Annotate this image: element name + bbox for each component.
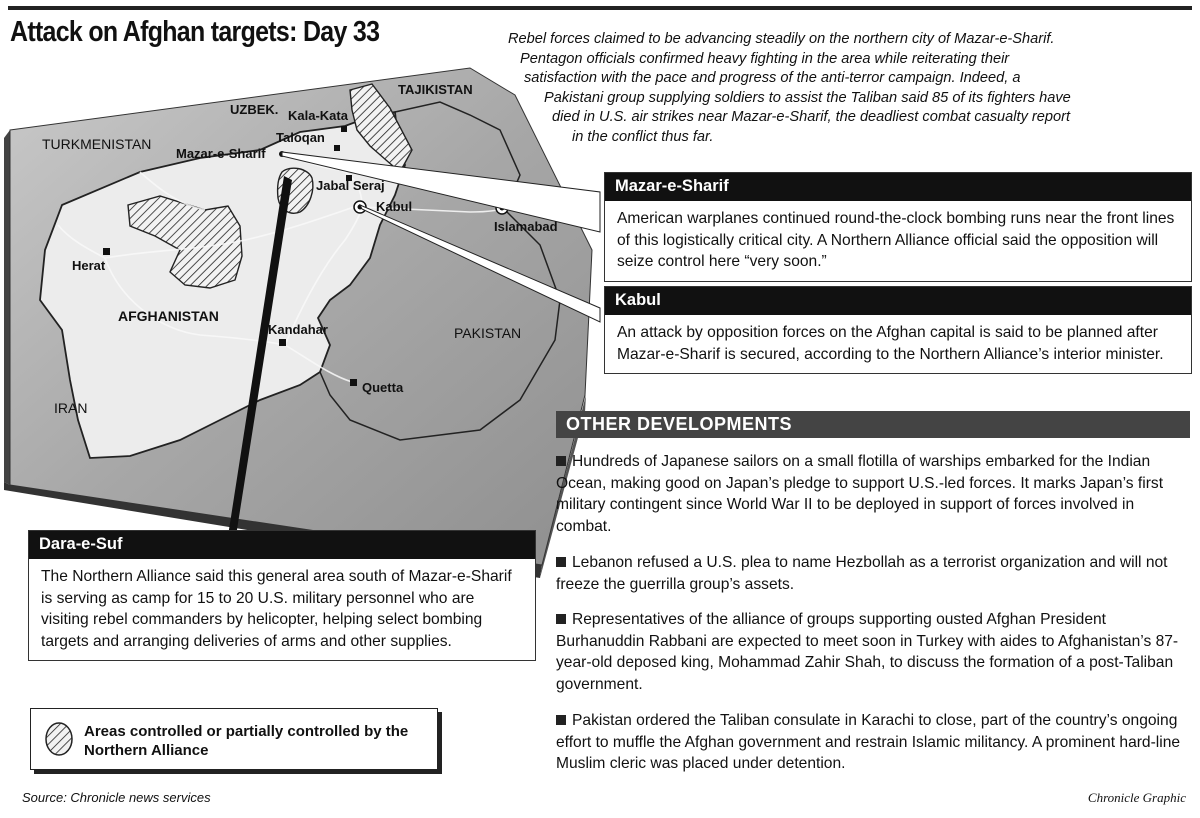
graphic-credit: Chronicle Graphic [1087,790,1186,805]
herat-marker [103,248,110,255]
page-title: Attack on Afghan targets: Day 33 [10,16,380,48]
label-kala-kata: Kala-Kata [288,108,348,123]
intro-line: satisfaction with the pace and progress of the anti-terror campaign. Indeed, a [524,70,1021,87]
other-developments-heading: OTHER DEVELOPMENTS [556,411,1190,438]
callout-dara-e-suf [28,530,536,661]
label-herat: Herat [72,258,106,273]
news-item-text: Hundreds of Japanese sailors on a small flotilla of warships embarked for the Indian Ocean, making good on Japan’s pledge to support U.S.-led forces. It marks Japan’s first military contingent since World War II to be deployed in support of forces involved in combat. [556,453,1164,535]
label-kandahar: Kandahar [268,322,328,337]
intro-line: Pentagon officials confirmed heavy fighting in the area while reiterating their [520,50,1010,67]
intro-line: in the conflict thus far. [572,128,714,145]
callout-kabul [604,286,1192,374]
label-pakistan: PAKISTAN [454,325,522,341]
label-quetta: Quetta [362,380,404,395]
callout-heading: Dara-e-Suf [29,531,535,559]
callout-body: The Northern Alliance said this general area south of Mazar-e-Sharif is serving as camp for 15 to 20 U.S. military personnel who are visiting rebel commanders by helicopter, helping select bombing targets and arranging deliveries of arms and other supplies. [41,568,512,650]
intro-line: Pakistani group supplying soldiers to assist the Taliban said 85 of its fighters have [544,89,1071,106]
kandahar-marker [279,339,286,346]
intro-line: Rebel forces claimed to be advancing steadily on the northern city of Mazar-e-Sharif. [508,31,1055,47]
label-afghanistan: AFGHANISTAN [118,308,219,324]
callout-heading: Kabul [605,287,1191,315]
label-taloqan: Taloqan [276,130,325,145]
news-item-text: Representatives of the alliance of groups supporting ousted Afghan President Burhanuddin Rabbani are expected to meet soon in Turkey with aides to Afghanistan’s 87-year-old deposed king, Mohammad Zahir Shah, to discuss the formation of a post-Taliban government. [556,611,1179,693]
kala-kata-marker [341,126,347,132]
map-block-side-left [4,130,10,485]
bullet-square [556,715,566,725]
callout-body: American warplanes continued round-the-clock bombing runs near the front lines of this logistically critical city. A Northern Alliance official said the opposition will seize control here “very soon.” [617,210,1175,270]
bullet-square [556,456,566,466]
news-item [556,710,1188,775]
map-legend [30,708,438,770]
label-jabal-seraj: Jabal Seraj [316,178,385,193]
callout-mazar-e-sharif [604,172,1192,282]
quetta-marker [350,379,357,386]
legend-label: Areas controlled or partially controlled by the Northern Alliance [84,723,409,759]
label-uzbekistan: UZBEK. [230,102,279,117]
label-mazar-e-sharif: Mazar-e-Sharif [176,146,266,161]
callout-body: An attack by opposition forces on the Afghan capital is said to be planned after Mazar-e-Sharif is secured, according to the Northern Alliance’s interior minister. [617,324,1164,363]
intro-text [500,30,1190,148]
bullet-square [556,557,566,567]
callout-heading: Mazar-e-Sharif [605,173,1191,201]
label-kabul: Kabul [376,199,413,214]
news-item [556,609,1188,695]
intro-line: died in U.S. air strikes near Mazar-e-Sharif, the deadliest combat casualty report [552,109,1071,126]
hatch-swatch-icon [39,719,79,759]
source-note: Source: Chronicle news services [22,790,211,805]
label-iran: IRAN [54,400,88,416]
news-item [556,552,1188,595]
news-item-text: Pakistan ordered the Taliban consulate in Karachi to close, part of the country’s ongoing effort to muffle the Afghan government and restrain Islamic militancy. A prominent hard-line Muslim cleric was placed under detention. [556,712,1181,772]
label-islamabad: Islamabad [494,219,558,234]
news-item-text: Lebanon refused a U.S. plea to name Hezbollah as a terrorist organization and will not freeze the guerrilla group’s assets. [556,554,1168,593]
taloqan-marker [334,145,340,151]
bullet-square [556,614,566,624]
label-tajikistan: TAJIKISTAN [398,82,473,97]
label-turkmenistan: TURKMENISTAN [42,136,152,152]
news-item [556,451,1188,537]
